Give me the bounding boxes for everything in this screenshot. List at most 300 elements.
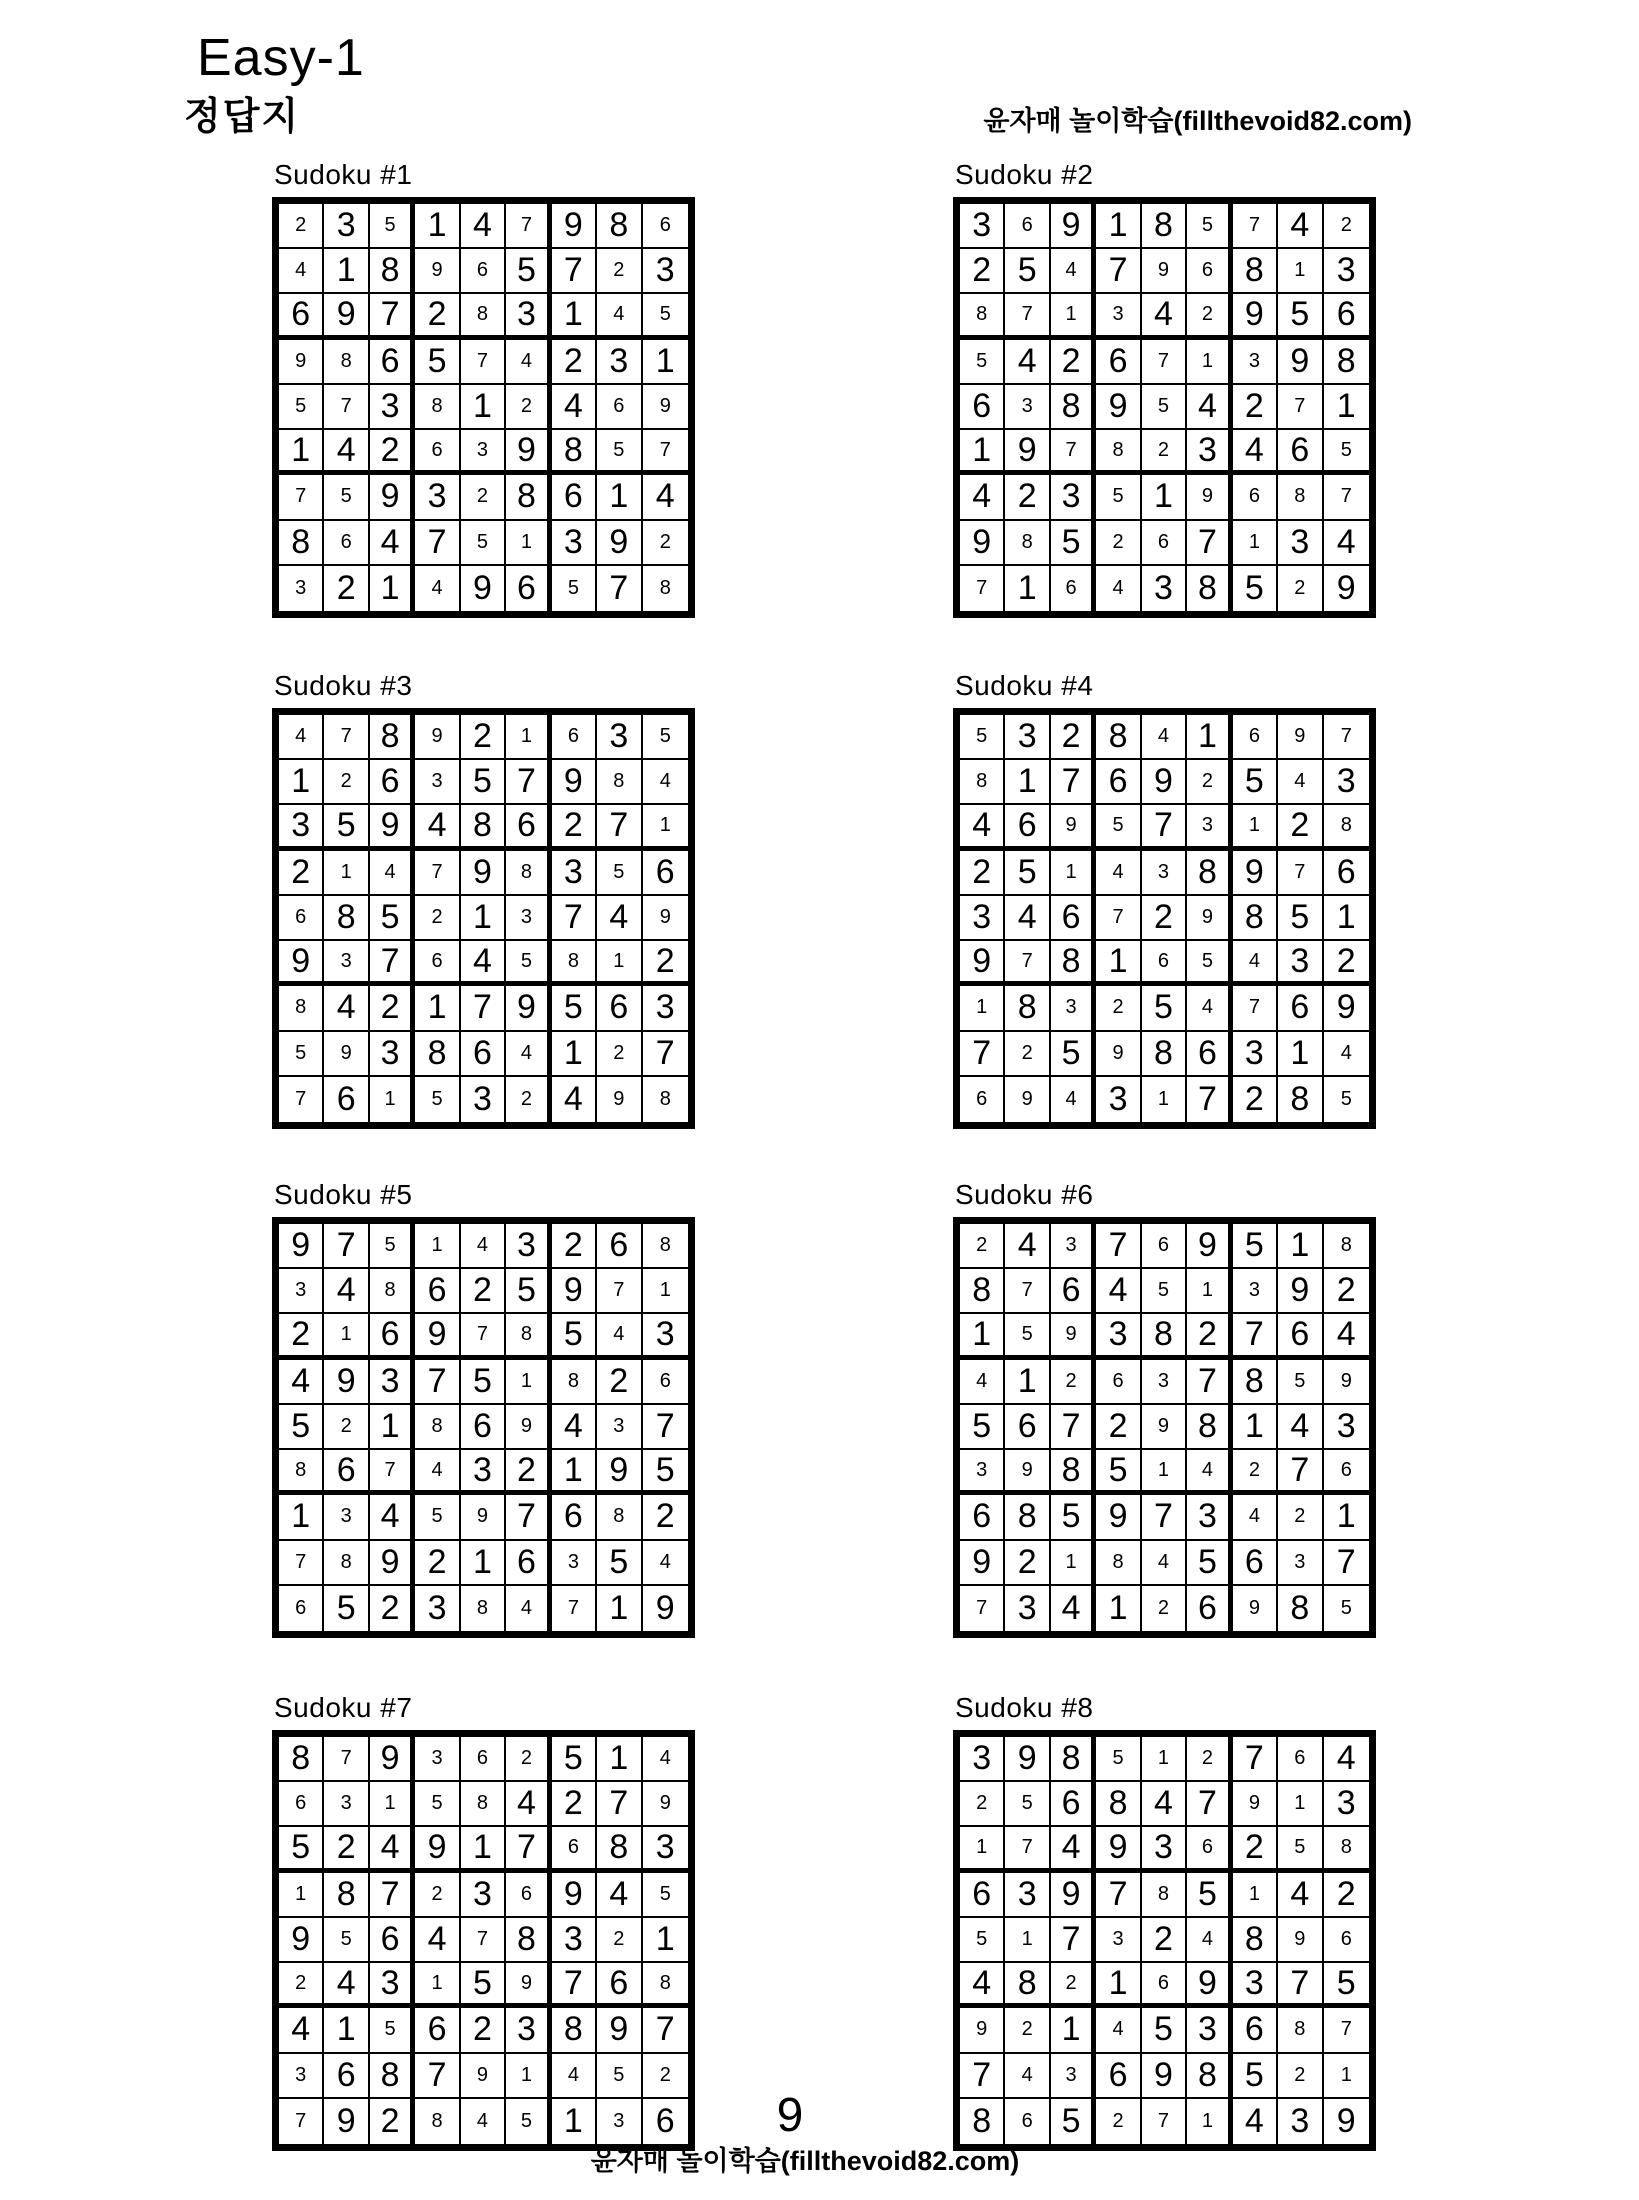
sudoku-cell: 5 <box>415 340 460 385</box>
sudoku-cell: 4 <box>370 1827 415 1872</box>
sudoku-cell: 3 <box>506 2008 551 2053</box>
sudoku-cell: 1 <box>1005 760 1050 805</box>
sudoku-cell: 2 <box>1278 805 1323 850</box>
sudoku-cell: 2 <box>1233 1077 1278 1122</box>
sudoku-cell: 1 <box>1142 1737 1187 1782</box>
sudoku-cell: 3 <box>1005 1873 1050 1918</box>
sudoku-cell: 3 <box>960 896 1005 941</box>
sudoku-cell: 6 <box>1278 986 1323 1031</box>
sudoku-cell: 5 <box>1096 1737 1141 1782</box>
sudoku-cell: 7 <box>279 475 324 520</box>
sudoku-cell: 5 <box>279 1032 324 1077</box>
sudoku-cell: 7 <box>643 1032 688 1077</box>
page-number: 9 <box>776 2089 804 2142</box>
sudoku-cell: 4 <box>461 204 506 249</box>
sudoku-cell: 8 <box>1187 851 1232 896</box>
sudoku-cell: 1 <box>506 1360 551 1405</box>
sudoku-cell: 4 <box>960 1963 1005 2008</box>
sudoku-cell: 3 <box>461 1873 506 1918</box>
sudoku-cell: 1 <box>1278 1782 1323 1827</box>
sudoku-cell: 7 <box>1096 896 1141 941</box>
sudoku-cell: 6 <box>1051 1269 1096 1314</box>
sudoku-cell: 5 <box>552 1314 597 1359</box>
sudoku-grid-label: Sudoku #4 <box>955 670 1094 701</box>
sudoku-cell: 8 <box>506 851 551 896</box>
sudoku-grid-1 <box>272 160 695 618</box>
sudoku-cell: 7 <box>370 941 415 986</box>
sudoku-cell: 3 <box>1187 805 1232 850</box>
sudoku-cell: 2 <box>597 249 642 294</box>
sudoku-cell: 6 <box>324 1077 369 1122</box>
sudoku-cell: 4 <box>506 340 551 385</box>
sudoku-cell: 9 <box>279 1918 324 1963</box>
sudoku-cell: 3 <box>960 1737 1005 1782</box>
sudoku-grid-6 <box>953 1180 1376 1638</box>
sudoku-cell: 5 <box>1187 1873 1232 1918</box>
sudoku-cell: 6 <box>1142 521 1187 566</box>
sudoku-cell: 2 <box>370 986 415 1031</box>
sudoku-cell: 6 <box>643 851 688 896</box>
sudoku-cell: 2 <box>324 1827 369 1872</box>
sudoku-cell: 5 <box>1051 1032 1096 1077</box>
sudoku-cell: 8 <box>597 760 642 805</box>
sudoku-cell: 6 <box>461 249 506 294</box>
sudoku-cell: 7 <box>461 1314 506 1359</box>
sudoku-cell: 1 <box>1278 249 1323 294</box>
sudoku-cell: 5 <box>324 475 369 520</box>
sudoku-cell: 3 <box>279 566 324 611</box>
sudoku-cell: 6 <box>1233 2008 1278 2053</box>
sudoku-cell: 5 <box>415 1782 460 1827</box>
sudoku-cell: 3 <box>1142 851 1187 896</box>
sudoku-cell: 5 <box>279 1405 324 1450</box>
sudoku-cell: 3 <box>324 1782 369 1827</box>
sudoku-cell: 8 <box>597 1827 642 1872</box>
sudoku-cell: 5 <box>1005 249 1050 294</box>
sudoku-cell: 8 <box>324 340 369 385</box>
sudoku-cell: 5 <box>1051 2099 1096 2144</box>
sudoku-cell: 2 <box>1142 1918 1187 1963</box>
sudoku-cell: 6 <box>597 385 642 430</box>
sudoku-cell: 9 <box>324 1032 369 1077</box>
sudoku-cell: 5 <box>415 1077 460 1122</box>
sudoku-cell: 3 <box>1096 294 1141 339</box>
sudoku-cell: 3 <box>1142 566 1187 611</box>
sudoku-cell: 2 <box>1187 1737 1232 1782</box>
sudoku-cell: 5 <box>1340 1596 1352 1619</box>
sudoku-cell: 7 <box>1051 1405 1096 1450</box>
sudoku-cell: 4 <box>643 760 688 805</box>
sudoku-cell: 1 <box>1233 521 1278 566</box>
sudoku-cell: 7 <box>1005 1269 1050 1314</box>
sudoku-cell: 1 <box>370 566 415 611</box>
sudoku-cell: 2 <box>506 1450 551 1495</box>
sudoku-cell: 4 <box>1324 1032 1369 1077</box>
sudoku-cell: 5 <box>643 1873 688 1918</box>
sudoku-cell: 8 <box>643 1963 688 2008</box>
sudoku-cell: 7 <box>370 294 415 339</box>
sudoku-cell: 9 <box>1233 1782 1278 1827</box>
sudoku-cell: 9 <box>1096 1032 1141 1077</box>
sudoku-grid-7 <box>272 1693 695 2151</box>
sudoku-cell: 1 <box>597 1737 642 1782</box>
sudoku-cell: 6 <box>1187 249 1232 294</box>
sudoku-cell: 4 <box>1278 1405 1323 1450</box>
sudoku-cell: 7 <box>1278 1963 1323 2008</box>
sudoku-cell: 9 <box>1278 1918 1323 1963</box>
sudoku-grid-label: Sudoku #1 <box>274 159 413 190</box>
sudoku-cell: 3 <box>1233 340 1278 385</box>
sudoku-cell: 6 <box>1096 340 1141 385</box>
sudoku-cell: 1 <box>552 294 597 339</box>
sudoku-cell: 9 <box>324 2099 369 2144</box>
sudoku-cell: 4 <box>960 475 1005 520</box>
sudoku-cell: 3 <box>461 1077 506 1122</box>
sudoku-cell: 9 <box>552 204 597 249</box>
sudoku-cell: 5 <box>1051 1495 1096 1540</box>
sudoku-cell: 9 <box>597 1077 642 1122</box>
sudoku-cell: 7 <box>1324 715 1369 760</box>
sudoku-grid-label: Sudoku #5 <box>274 1179 413 1210</box>
sudoku-cell: 4 <box>643 1541 688 1586</box>
sudoku-cell: 5 <box>1096 475 1141 520</box>
sudoku-cell: 8 <box>1278 475 1323 520</box>
sudoku-cell: 2 <box>1096 521 1141 566</box>
site-credit-bottom: 윤자매 놀이학습(fillthevoid82.com) <box>590 2146 1020 2176</box>
sudoku-cell: 3 <box>1324 760 1369 805</box>
sudoku-cell: 4 <box>370 1495 415 1540</box>
sudoku-cell: 2 <box>597 1918 642 1963</box>
sudoku-cell: 8 <box>1187 566 1232 611</box>
sudoku-cell: 2 <box>552 1782 597 1827</box>
sudoku-cell: 9 <box>1005 1737 1050 1782</box>
sudoku-cell: 2 <box>1324 1269 1369 1314</box>
sudoku-cell: 9 <box>461 566 506 611</box>
sudoku-cell: 3 <box>1142 1827 1187 1872</box>
sudoku-cell: 1 <box>1233 1873 1278 1918</box>
sudoku-cell: 8 <box>960 760 1005 805</box>
sudoku-cell: 3 <box>552 851 597 896</box>
sudoku-cell: 8 <box>552 430 597 475</box>
sudoku-cell: 2 <box>643 941 688 986</box>
sudoku-cell: 6 <box>1233 475 1278 520</box>
sudoku-cell: 8 <box>960 294 1005 339</box>
sudoku-cell: 1 <box>279 760 324 805</box>
sudoku-cell: 3 <box>415 760 460 805</box>
sudoku-cell: 3 <box>461 430 506 475</box>
sudoku-cell: 1 <box>506 521 551 566</box>
sudoku-cell: 6 <box>1096 760 1141 805</box>
sudoku-cell: 4 <box>1278 760 1323 805</box>
sudoku-cell: 5 <box>643 715 688 760</box>
sudoku-cell: 5 <box>370 1224 415 1269</box>
sudoku-cell: 2 <box>370 1586 415 1631</box>
sudoku-grid-2 <box>953 160 1376 618</box>
sudoku-cell: 3 <box>1324 1405 1369 1450</box>
sudoku-cell: 2 <box>1005 2008 1050 2053</box>
sudoku-cell: 9 <box>1187 1963 1232 2008</box>
sudoku-cell: 7 <box>415 521 460 566</box>
sudoku-cell: 2 <box>1096 1405 1141 1450</box>
sudoku-cell: 8 <box>1096 430 1141 475</box>
sudoku-cell: 2 <box>1005 475 1050 520</box>
sudoku-cell: 1 <box>597 941 642 986</box>
sudoku-cell: 8 <box>643 1224 688 1269</box>
sudoku-cell: 6 <box>1187 1032 1232 1077</box>
sudoku-cell: 1 <box>1096 1586 1141 1631</box>
sudoku-cell: 6 <box>370 340 415 385</box>
sudoku-cell: 4 <box>415 566 460 611</box>
sudoku-cell: 3 <box>552 1541 597 1586</box>
sudoku-cell: 4 <box>324 1963 369 2008</box>
sudoku-cell: 1 <box>1324 1495 1369 1540</box>
sudoku-cell: 2 <box>1278 2054 1323 2099</box>
sudoku-cell: 2 <box>461 475 506 520</box>
sudoku-cell: 7 <box>324 1737 369 1782</box>
sudoku-cell: 2 <box>960 249 1005 294</box>
sudoku-cell: 5 <box>1278 896 1323 941</box>
sudoku-cell: 3 <box>643 1827 688 1872</box>
sudoku-cell: 7 <box>1187 1782 1232 1827</box>
sudoku-cell: 6 <box>1142 941 1187 986</box>
sudoku-cell: 6 <box>506 1873 551 1918</box>
sudoku-cell: 6 <box>960 1495 1005 1540</box>
sudoku-cell: 9 <box>1187 1224 1232 1269</box>
sudoku-cell: 7 <box>1278 1450 1323 1495</box>
sudoku-cell: 6 <box>1005 204 1050 249</box>
sudoku-cell: 4 <box>1187 1450 1232 1495</box>
sudoku-cell: 7 <box>324 1224 369 1269</box>
sudoku-cell: 5 <box>1233 760 1278 805</box>
sudoku-cell: 4 <box>1005 340 1050 385</box>
sudoku-cell: 6 <box>552 715 597 760</box>
sudoku-cell: 6 <box>461 1737 506 1782</box>
sudoku-cell: 4 <box>1005 2054 1050 2099</box>
sudoku-cell: 3 <box>415 1586 460 1631</box>
sudoku-cell: 3 <box>1142 1360 1187 1405</box>
sudoku-cell: 9 <box>506 430 551 475</box>
sudoku-cell: 4 <box>597 1873 642 1918</box>
sudoku-cell: 5 <box>506 249 551 294</box>
sudoku-cell: 1 <box>324 2008 369 2053</box>
sudoku-cell: 5 <box>461 760 506 805</box>
sudoku-cell: 3 <box>1278 521 1323 566</box>
sudoku-cell: 1 <box>324 851 369 896</box>
sudoku-cell: 1 <box>597 1586 642 1631</box>
site-credit-top: 윤자매 놀이학습(fillthevoid82.com) <box>983 106 1412 136</box>
sudoku-cell: 9 <box>960 1541 1005 1586</box>
sudoku-cell: 3 <box>1233 1032 1278 1077</box>
sudoku-cell: 7 <box>461 986 506 1031</box>
sudoku-grid-8 <box>953 1693 1376 2151</box>
sudoku-cell: 7 <box>370 1450 415 1495</box>
sudoku-cell: 5 <box>324 1918 369 1963</box>
sudoku-cell: 6 <box>1278 1737 1323 1782</box>
sudoku-cell: 9 <box>1233 851 1278 896</box>
sudoku-cell: 7 <box>552 1963 597 2008</box>
sudoku-cell: 5 <box>1005 1782 1050 1827</box>
sudoku-cell: 9 <box>1187 896 1232 941</box>
sudoku-cell: 5 <box>1233 1224 1278 1269</box>
sudoku-cell: 8 <box>324 1541 369 1586</box>
sudoku-cell: 2 <box>552 805 597 850</box>
sudoku-cell: 8 <box>1278 2008 1323 2053</box>
sudoku-cell: 7 <box>1233 204 1278 249</box>
sudoku-cell: 4 <box>1187 385 1232 430</box>
sudoku-cell: 3 <box>1324 1782 1369 1827</box>
sudoku-cell: 7 <box>415 851 460 896</box>
sudoku-cell: 3 <box>415 1737 460 1782</box>
sudoku-cell: 4 <box>643 1737 688 1782</box>
sudoku-cell: 2 <box>506 1737 551 1782</box>
sudoku-cell: 9 <box>552 1269 597 1314</box>
sudoku-cell: 3 <box>1096 1077 1141 1122</box>
sudoku-cell: 8 <box>279 1450 324 1495</box>
sudoku-cell: 3 <box>1187 1495 1232 1540</box>
sudoku-cell: 6 <box>1005 1405 1050 1450</box>
sudoku-cell: 5 <box>643 1450 688 1495</box>
sudoku-cell: 3 <box>324 204 369 249</box>
sudoku-cell: 2 <box>1051 340 1096 385</box>
sudoku-cell: 8 <box>324 1873 369 1918</box>
sudoku-cell: 9 <box>461 2054 506 2099</box>
sudoku-cell: 1 <box>461 896 506 941</box>
sudoku-cell: 3 <box>370 1032 415 1077</box>
sudoku-cell: 8 <box>1278 1077 1323 1122</box>
sudoku-cell: 5 <box>1051 521 1096 566</box>
sudoku-cell: 5 <box>1142 385 1187 430</box>
sudoku-cell: 6 <box>1051 1782 1096 1827</box>
sudoku-cell: 8 <box>415 1032 460 1077</box>
sudoku-cell: 6 <box>1051 566 1096 611</box>
sudoku-cell: 5 <box>552 566 597 611</box>
sudoku-cell: 1 <box>1051 2008 1096 2053</box>
sudoku-cell: 5 <box>1142 2008 1187 2053</box>
sudoku-grid-label: Sudoku #8 <box>955 1692 1094 1723</box>
sudoku-cell: 6 <box>552 1495 597 1540</box>
sudoku-cell: 1 <box>1187 1269 1232 1314</box>
sudoku-cell: 7 <box>1051 1918 1096 1963</box>
sudoku-cell: 5 <box>279 385 324 430</box>
sudoku-board <box>953 1217 1376 1638</box>
sudoku-cell: 7 <box>1142 1495 1187 1540</box>
sudoku-cell: 3 <box>1051 475 1096 520</box>
sudoku-cell: 8 <box>1051 1737 1096 1782</box>
sudoku-cell: 7 <box>461 1918 506 1963</box>
sudoku-cell: 9 <box>1096 1495 1141 1540</box>
sudoku-cell: 8 <box>552 2008 597 2053</box>
sudoku-cell: 4 <box>279 1360 324 1405</box>
sudoku-cell: 3 <box>597 2099 642 2144</box>
sudoku-cell: 1 <box>370 1077 415 1122</box>
sudoku-cell: 9 <box>552 760 597 805</box>
sudoku-cell: 5 <box>1340 1087 1352 1110</box>
sudoku-cell: 6 <box>960 1873 1005 1918</box>
sudoku-cell: 6 <box>506 805 551 850</box>
sudoku-cell: 2 <box>370 430 415 475</box>
sudoku-cell: 9 <box>415 1314 460 1359</box>
sudoku-cell: 5 <box>1096 805 1141 850</box>
sudoku-cell: 4 <box>1278 1873 1323 1918</box>
sudoku-cell: 1 <box>279 1873 324 1918</box>
sudoku-cell: 2 <box>324 566 369 611</box>
sudoku-cell: 7 <box>1233 1737 1278 1782</box>
sudoku-grid-5 <box>272 1180 695 1638</box>
sudoku-cell: 7 <box>597 566 642 611</box>
sudoku-cell: 7 <box>960 566 1005 611</box>
sudoku-cell: 9 <box>1324 1360 1369 1405</box>
sudoku-cell: 9 <box>655 1588 675 1627</box>
sudoku-cell: 6 <box>1233 1541 1278 1586</box>
sudoku-cell: 2 <box>415 294 460 339</box>
sudoku-cell: 9 <box>370 475 415 520</box>
sudoku-cell: 2 <box>324 1405 369 1450</box>
sudoku-cell: 5 <box>415 1495 460 1540</box>
sudoku-cell: 6 <box>1324 294 1369 339</box>
sudoku-cell: 9 <box>1278 715 1323 760</box>
sudoku-cell: 5 <box>461 521 506 566</box>
sudoku-cell: 2 <box>415 1873 460 1918</box>
sudoku-cell: 9 <box>1278 1269 1323 1314</box>
sudoku-cell: 9 <box>461 1495 506 1540</box>
sudoku-cell: 3 <box>552 521 597 566</box>
sudoku-cell: 4 <box>597 896 642 941</box>
sudoku-cell: 5 <box>643 294 688 339</box>
sudoku-cell: 3 <box>324 1495 369 1540</box>
sudoku-cell: 2 <box>643 2054 688 2099</box>
sudoku-cell: 8 <box>552 941 597 986</box>
sudoku-cell: 7 <box>643 430 688 475</box>
sudoku-cell: 3 <box>1051 1224 1096 1269</box>
sudoku-cell: 6 <box>1278 1314 1323 1359</box>
sudoku-cell: 3 <box>506 896 551 941</box>
sudoku-cell: 7 <box>324 385 369 430</box>
sudoku-cell: 1 <box>1096 1963 1141 2008</box>
sudoku-cell: 5 <box>1096 1450 1141 1495</box>
sudoku-cell: 6 <box>279 294 324 339</box>
sudoku-cell: 2 <box>1324 1873 1369 1918</box>
sudoku-cell: 1 <box>279 1495 324 1540</box>
sudoku-cell: 1 <box>415 986 460 1031</box>
sudoku-cell: 5 <box>506 2099 551 2144</box>
sudoku-cell: 6 <box>1233 715 1278 760</box>
sudoku-cell: 9 <box>1051 1314 1096 1359</box>
sudoku-cell: 9 <box>1005 430 1050 475</box>
sudoku-cell: 1 <box>552 2099 597 2144</box>
sudoku-cell: 6 <box>597 986 642 1031</box>
sudoku-cell: 4 <box>370 521 415 566</box>
sudoku-cell: 5 <box>461 1360 506 1405</box>
sudoku-cell: 9 <box>1005 1450 1050 1495</box>
sudoku-cell: 9 <box>1142 249 1187 294</box>
sudoku-cell: 2 <box>1142 1586 1187 1631</box>
sudoku-cell: 5 <box>1005 1314 1050 1359</box>
sudoku-cell: 3 <box>643 986 688 1031</box>
sudoku-cell: 8 <box>960 2099 1005 2144</box>
sudoku-cell: 3 <box>1096 1918 1141 1963</box>
sudoku-cell: 3 <box>1278 941 1323 986</box>
sudoku-cell: 3 <box>461 1450 506 1495</box>
sudoku-cell: 8 <box>1051 385 1096 430</box>
sudoku-cell: 2 <box>324 760 369 805</box>
sudoku-cell: 7 <box>1096 1224 1141 1269</box>
sudoku-cell: 2 <box>1187 760 1232 805</box>
sudoku-cell: 5 <box>370 204 415 249</box>
sudoku-cell: 9 <box>1051 204 1096 249</box>
sudoku-cell: 1 <box>960 1827 1005 1872</box>
sudoku-cell: 9 <box>279 1224 324 1269</box>
sudoku-cell: 1 <box>643 805 688 850</box>
